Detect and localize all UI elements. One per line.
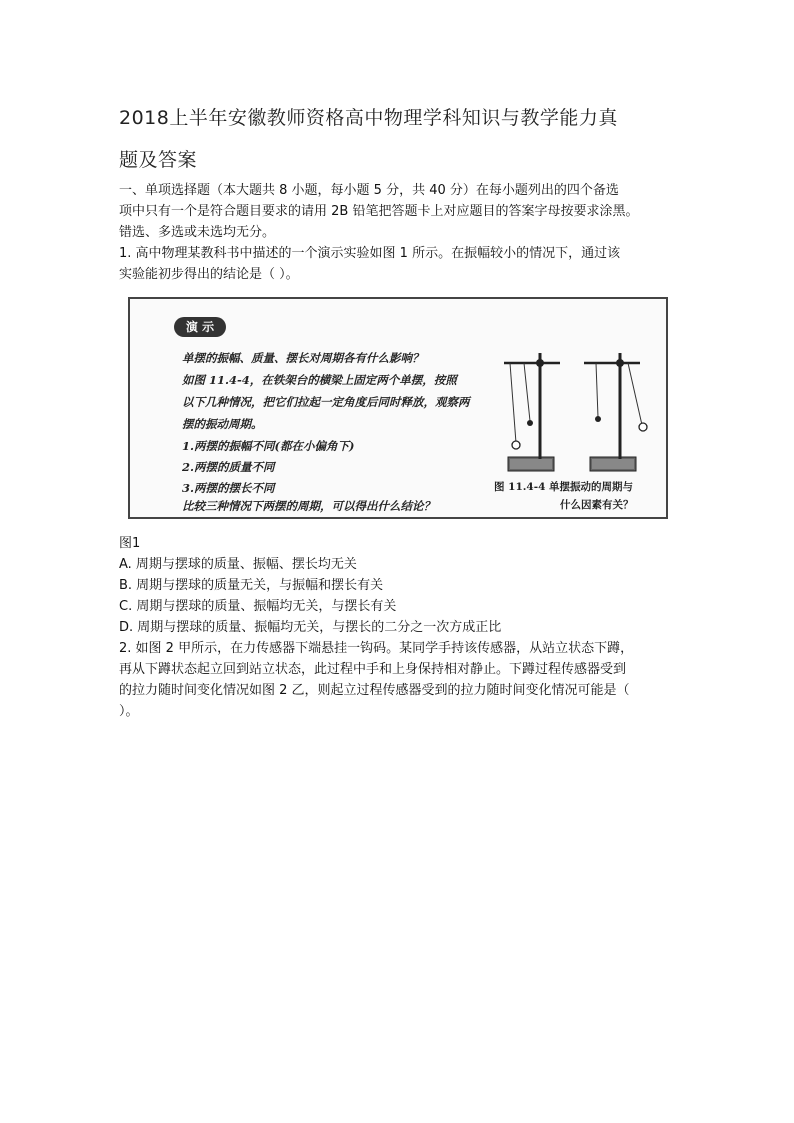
figure-text-line: 单摆的振幅、质量、摆长对周期各有什么影响？: [182, 351, 424, 365]
option-c: C. 周期与摆球的质量、振幅均无关，与摆长有关: [119, 599, 397, 614]
document-title-line-1: 2018上半年安徽教师资格高中物理学科知识与教学能力真: [119, 107, 618, 129]
question-1-line: 1. 高中物理某教科书中描述的一个演示实验如图 1 所示。在振幅较小的情况下，通过该: [119, 246, 621, 261]
figure-1-image: [128, 297, 668, 519]
figure-text-line: 比较三种情况下两摆的周期，可以得出什么结论？: [182, 499, 435, 513]
figure-text-line: 以下几种情况，把它们拉起一定角度后同时释放，观察两: [182, 395, 470, 409]
pendulum-apparatus-illustration: [490, 339, 660, 484]
option-d: D. 周期与摆球的质量、振幅均无关，与摆长的二分之一次方成正比: [119, 620, 502, 635]
figure-caption-line-1: 图 11.4-4 单摆振动的周期与: [494, 481, 634, 493]
question-2-line: ）。: [119, 704, 139, 719]
section-intro-line: 项中只有一个是符合题目要求的请用 2B 铅笔把答题卡上对应题目的答案字母按要求涂黑。: [119, 204, 639, 219]
figure-caption-line-2: 什么因素有关？: [560, 499, 634, 511]
figure-label: 图1: [119, 536, 141, 551]
document-title-line-2: 题及答案: [119, 149, 198, 171]
figure-text-line: 1.两摆的振幅不同(都在小偏角下): [182, 439, 355, 453]
figure-text-line: 摆的振动周期。: [182, 417, 263, 431]
figure-text-line: 如图 11.4-4，在铁架台的横梁上固定两个单摆，按照: [182, 373, 457, 387]
figure-text-line: 3.两摆的摆长不同: [182, 481, 275, 495]
demo-tag: 演 示: [174, 317, 226, 337]
option-b: B. 周期与摆球的质量无关，与振幅和摆长有关: [119, 578, 384, 593]
section-intro-line: 一、单项选择题（本大题共 8 小题，每小题 5 分，共 40 分）在每小题列出的四个备选: [119, 183, 619, 198]
question-2-line: 再从下蹲状态起立回到站立状态，此过程中手和上身保持相对静止。下蹲过程传感器受到: [119, 662, 627, 677]
question-2-line: 2. 如图 2 甲所示，在力传感器下端悬挂一钩码。某同学手持该传感器，从站立状态下蹲，: [119, 641, 634, 656]
section-intro-line: 错选、多选或未选均无分。: [119, 225, 276, 240]
figure-text-line: 2.两摆的质量不同: [182, 460, 275, 474]
question-1-line: 实验能初步得出的结论是（ ）。: [119, 267, 299, 282]
option-a: A. 周期与摆球的质量、振幅、摆长均无关: [119, 557, 357, 572]
question-2-line: 的拉力随时间变化情况如图 2 乙，则起立过程传感器受到的拉力随时间变化情况可能是（: [119, 683, 630, 698]
